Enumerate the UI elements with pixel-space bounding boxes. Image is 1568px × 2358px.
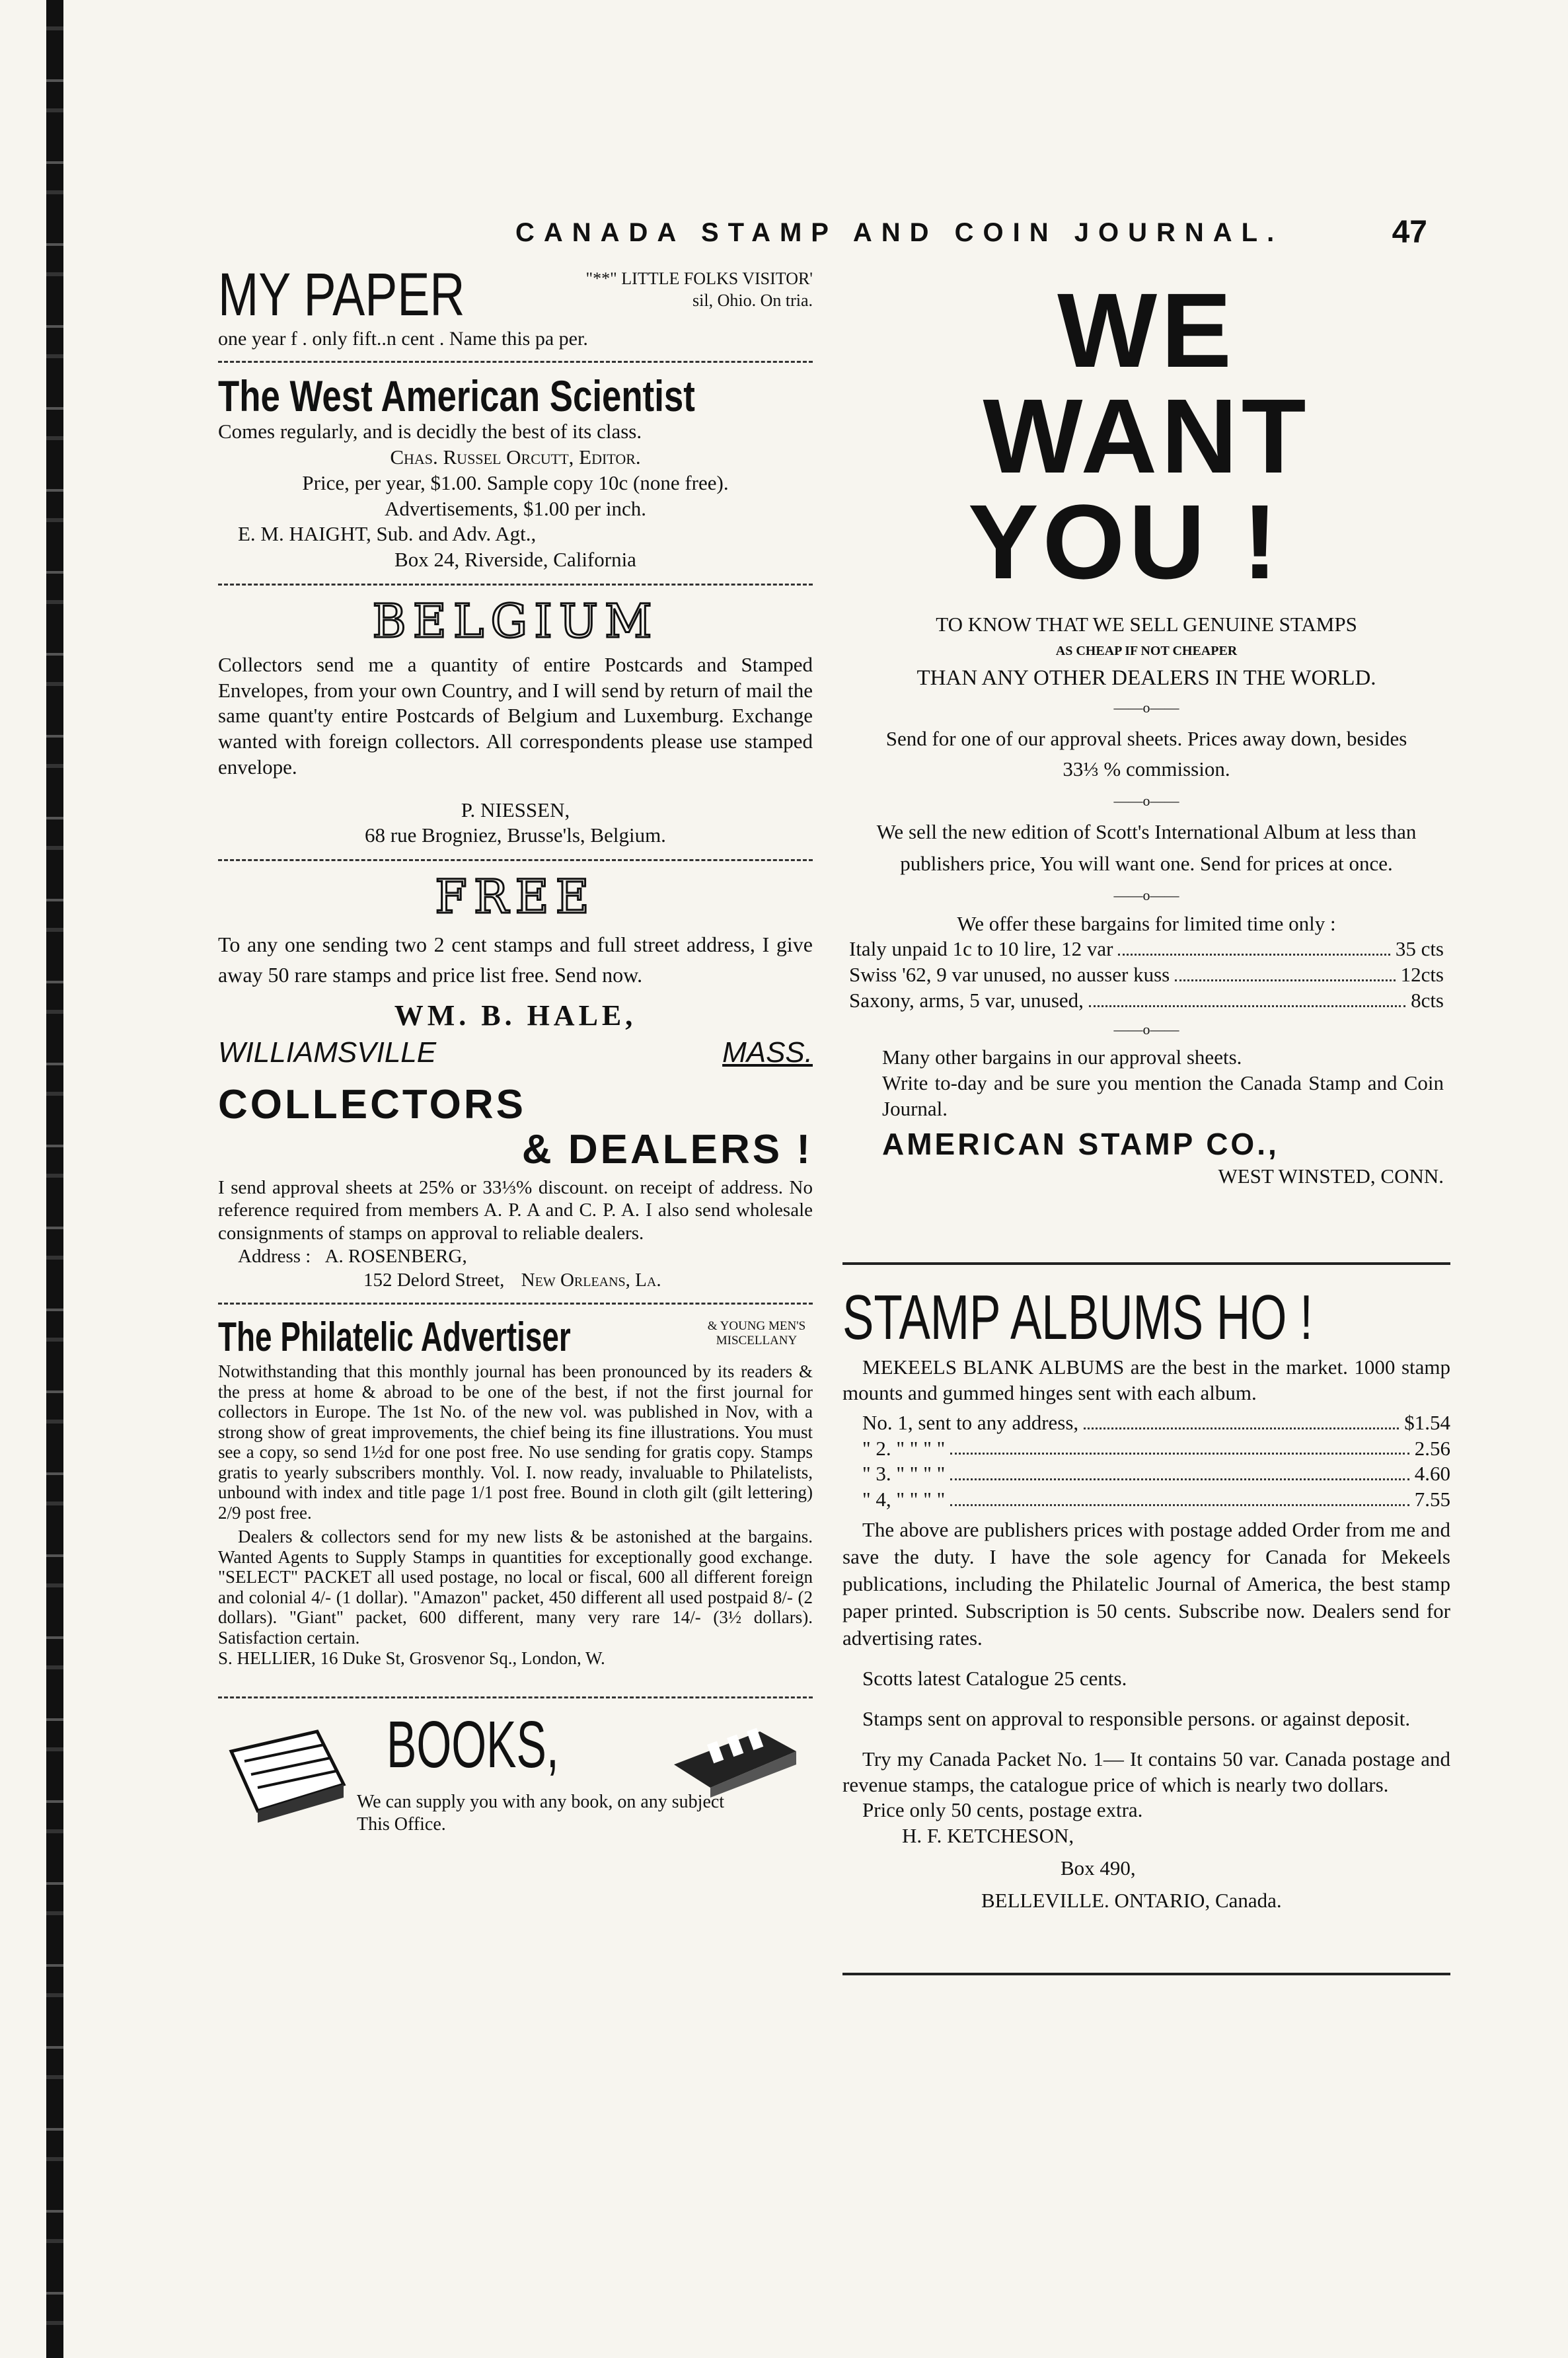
collectors-street: 152 Delord Street, [363, 1270, 505, 1291]
albums-price: Price only 50 cents, postage extra. [862, 1798, 1143, 1822]
belgium-ad [218, 593, 813, 849]
west-american-agent: E. M. HAIGHT, Sub. and Adv. Agt., [238, 522, 537, 546]
my-paper-ad [218, 261, 813, 350]
collectors-ad [218, 1083, 813, 1293]
collectors-address [218, 1244, 813, 1268]
separator: ——o—— [1113, 699, 1179, 716]
we-want-small: AS CHEAP IF NOT CHEAPER [1055, 643, 1238, 658]
albums-box: Box 490, [1061, 1856, 1136, 1880]
leader-dots [950, 1487, 1409, 1506]
belgium-body: Collectors send me a quantity of entire Postcards and Stamped Envelopes, from your own Country, and I will send by return of mail the same quant'ty entire Postcards of Belgium and Luxemburg. Exchange wanted with foreign collectors. All correspondents please use stamped envelope. [218, 652, 813, 779]
albums-approval: Stamps sent on approval to responsible persons. or against deposit. [862, 1707, 1411, 1731]
offer-price: 35 cts [1395, 937, 1444, 961]
free-location [218, 1036, 813, 1069]
my-paper-title: MY PAPER [218, 261, 465, 328]
list-item [862, 1461, 1450, 1487]
offer-item: Italy unpaid 1c to 10 lire, 12 var [849, 937, 1113, 961]
offer-item: Swiss '62, 9 var unused, no ausser kuss [849, 963, 1170, 987]
collectors-city: New Orleans, La. [521, 1270, 661, 1291]
we-want-offer-intro: We offer these bargains for limited time only : [957, 911, 1336, 935]
leader-dots [1175, 962, 1395, 981]
list-item [849, 962, 1444, 988]
collectors-body: I send approval sheets at 25% or 33⅓% discount. on receipt of address. No reference required from members A. P. A and C. P. A. I also send wholesale consignments of stamps on approval to reliable dealers. [218, 1177, 813, 1244]
album-price: $1.54 [1404, 1410, 1450, 1434]
free-state: MASS. [722, 1036, 813, 1069]
we-want-location: WEST WINSTED, CONN. [1218, 1164, 1444, 1188]
offers-list [842, 936, 1450, 1013]
list-item [862, 1436, 1450, 1462]
my-paper-bottom-line: one year f . only fift..n cent . Name this pa per. [218, 328, 588, 350]
list-item [862, 1410, 1450, 1436]
albums-body: The above are publishers prices with postage added Order from me and save the duty. I have the sole agency for Canada for Mekeels publications, including the Philatelic Journal of America, the best stamp paper printed. Subscription is 50 cents. Subscribe now. Dealers send for advertising rates. [842, 1517, 1450, 1650]
album-label: " 4, " " " " [862, 1488, 946, 1511]
list-item [849, 988, 1444, 1014]
we-want-many: Many other bargains in our approval sheets. [882, 1046, 1242, 1069]
we-want-subhead: TO KNOW THAT WE SELL GENUINE STAMPS [936, 613, 1357, 636]
we-want-scott: We sell the new edition of Scott's International Album at less than publishers price, You will want one. Send for prices at once. [876, 820, 1417, 876]
divider [218, 1303, 813, 1305]
page-number: 47 [1392, 215, 1427, 250]
albums-title: STAMP ALBUMS HO ! [842, 1281, 1313, 1353]
free-title: FREE [435, 870, 596, 925]
west-american-ad [218, 373, 813, 573]
leader-dots [1118, 936, 1390, 956]
offer-item: Saxony, arms, 5 var, unused, [849, 988, 1084, 1012]
leader-dots [1084, 1410, 1399, 1429]
my-paper-side-text: "**" LITTLE FOLKS VISITOR' sil, Ohio. On tria. [585, 269, 813, 310]
free-ad [218, 872, 813, 1069]
collectors-address-label: Address : [238, 1245, 311, 1267]
west-american-line1: Comes regularly, and is decidly the best of its class. [218, 420, 642, 443]
philatelic-body2: Dealers & collectors send for my new lists & be astonished at the bargains. Wanted Agents to Supply Stamps in quantities for exceptionally good exchange. "SELECT" PACKET all used postage, no local or fiscal, 600 all different foreign and colonial 4/- (1 dollar). "Amazon" packet, 450 different all used postpaid 8/- (2 dollars). "Giant" packet, 600 different, many very rare 14/- (3½ dollars). Satisfaction certain. [218, 1527, 813, 1648]
albums-intro: MEKEELS BLANK ALBUMS are the best in the market. 1000 stamp mounts and gummed hinges sent with each album. [842, 1355, 1450, 1405]
divider [218, 1696, 813, 1698]
journal-title: CANADA STAMP AND COIN JOURNAL. [515, 218, 1284, 247]
separator: ——o—— [1113, 1020, 1179, 1038]
albums-price-list [842, 1406, 1450, 1517]
we-want-line1: WE WANT [983, 271, 1310, 495]
right-column [842, 264, 1450, 1987]
album-price: 4.60 [1414, 1462, 1450, 1486]
divider [218, 584, 813, 586]
collectors-title: COLLECTORS [218, 1081, 526, 1127]
books-ad [218, 1708, 813, 1857]
philatelic-body1: Notwithstanding that this monthly journal has been pronounced by its readers & the press at home & abroad to be one of the best, if not the first journal for collectors in Europe. The 1st No. of the new vol. was published in Nov, with a strong show of great improvements, the chief being its fine illustrations. You must see a copy, so send 1½d for one post free. No use sending for gratis copy. Stamps gratis to yearly subscribers monthly. Vol. I. now ready, invaluable to Philatelists, unbound with index and title page 1/1 post free. Bound in cloth gilt (gilt lettering) 2/9 post free. [218, 1361, 813, 1523]
list-item [849, 936, 1444, 962]
leader-dots [950, 1461, 1409, 1480]
we-want-approval: Send for one of our approval sheets. Prices away down, besides 33⅓ % commission. [885, 726, 1407, 780]
albums-city: BELLEVILLE. ONTARIO, Canada. [981, 1888, 1282, 1912]
offer-price: 12cts [1400, 963, 1444, 987]
album-price: 7.55 [1414, 1488, 1450, 1511]
free-town: WILLIAMSVILLE [218, 1036, 437, 1069]
divider [842, 1973, 1450, 1975]
books-stack-icon [667, 1725, 800, 1801]
book-icon [218, 1725, 350, 1827]
we-want-line2: YOU ! [968, 482, 1282, 601]
we-want-than: THAN ANY OTHER DEALERS IN THE WORLD. [916, 666, 1376, 690]
albums-name: H. F. KETCHESON, [902, 1824, 1074, 1848]
leader-dots [950, 1436, 1409, 1455]
dealers-title: & DEALERS ! [521, 1127, 813, 1173]
philatelic-side: & YOUNG MEN'S MISCELLANY [707, 1319, 806, 1348]
belgium-title: BELGIUM [372, 593, 659, 648]
divider [218, 859, 813, 861]
philatelic-signature: S. HELLIER, 16 Duke St, Grosvenor Sq., London, W. [218, 1648, 605, 1669]
free-body: To any one sending two 2 cent stamps and full street address, I give away 50 rare stamps and price list free. Send now. [218, 932, 813, 987]
west-american-address: Box 24, Riverside, California [394, 548, 636, 572]
albums-ad [842, 1281, 1450, 1914]
album-label: " 2. " " " " [862, 1436, 946, 1460]
albums-packet: Try my Canada Packet No. 1— It contains 50 var. Canada postage and revenue stamps, the catalogue price of which is nearly two dollars. [842, 1747, 1450, 1796]
separator: ——o—— [1113, 792, 1179, 809]
west-american-ads: Advertisements, $1.00 per inch. [384, 496, 647, 520]
separator: ——o—— [1113, 887, 1179, 904]
offer-price: 8cts [1411, 988, 1444, 1012]
we-want-write: Write to-day and be sure you mention the Canada Stamp and Coin Journal. [882, 1071, 1444, 1120]
scan-edge [46, 0, 63, 2358]
left-column [218, 261, 813, 1857]
west-american-price: Price, per year, $1.00. Sample copy 10c (none free). [302, 471, 729, 494]
books-title: BOOKS, [387, 1708, 559, 1782]
west-american-title: The West American Scientist [218, 371, 695, 420]
collectors-street-line [218, 1268, 813, 1292]
philatelic-title: The Philatelic Advertiser [218, 1314, 571, 1361]
albums-scotts: Scotts latest Catalogue 25 cents. [862, 1667, 1127, 1691]
we-want-ad [842, 271, 1450, 1190]
divider [842, 1262, 1450, 1265]
books-body: We can supply you with any book, on any subject This Office. [357, 1792, 725, 1835]
page-header [463, 215, 1427, 264]
west-american-editor: Chas. Russel Orcutt, Editor. [390, 445, 641, 469]
collectors-name: A. ROSENBERG, [324, 1245, 467, 1267]
philatelic-ad [218, 1315, 813, 1670]
album-price: 2.56 [1414, 1436, 1450, 1460]
divider [218, 361, 813, 363]
album-label: No. 1, sent to any address, [862, 1410, 1079, 1434]
belgium-address: 68 rue Brogniez, Brusse'ls, Belgium. [365, 823, 666, 847]
belgium-name: P. NIESSEN, [461, 798, 570, 821]
free-name: WM. B. HALE, [394, 999, 637, 1032]
list-item [862, 1487, 1450, 1513]
album-label: " 3. " " " " [862, 1462, 946, 1486]
leader-dots [1089, 988, 1405, 1007]
we-want-company: AMERICAN STAMP CO., [882, 1127, 1279, 1162]
philatelic-head [218, 1315, 813, 1361]
